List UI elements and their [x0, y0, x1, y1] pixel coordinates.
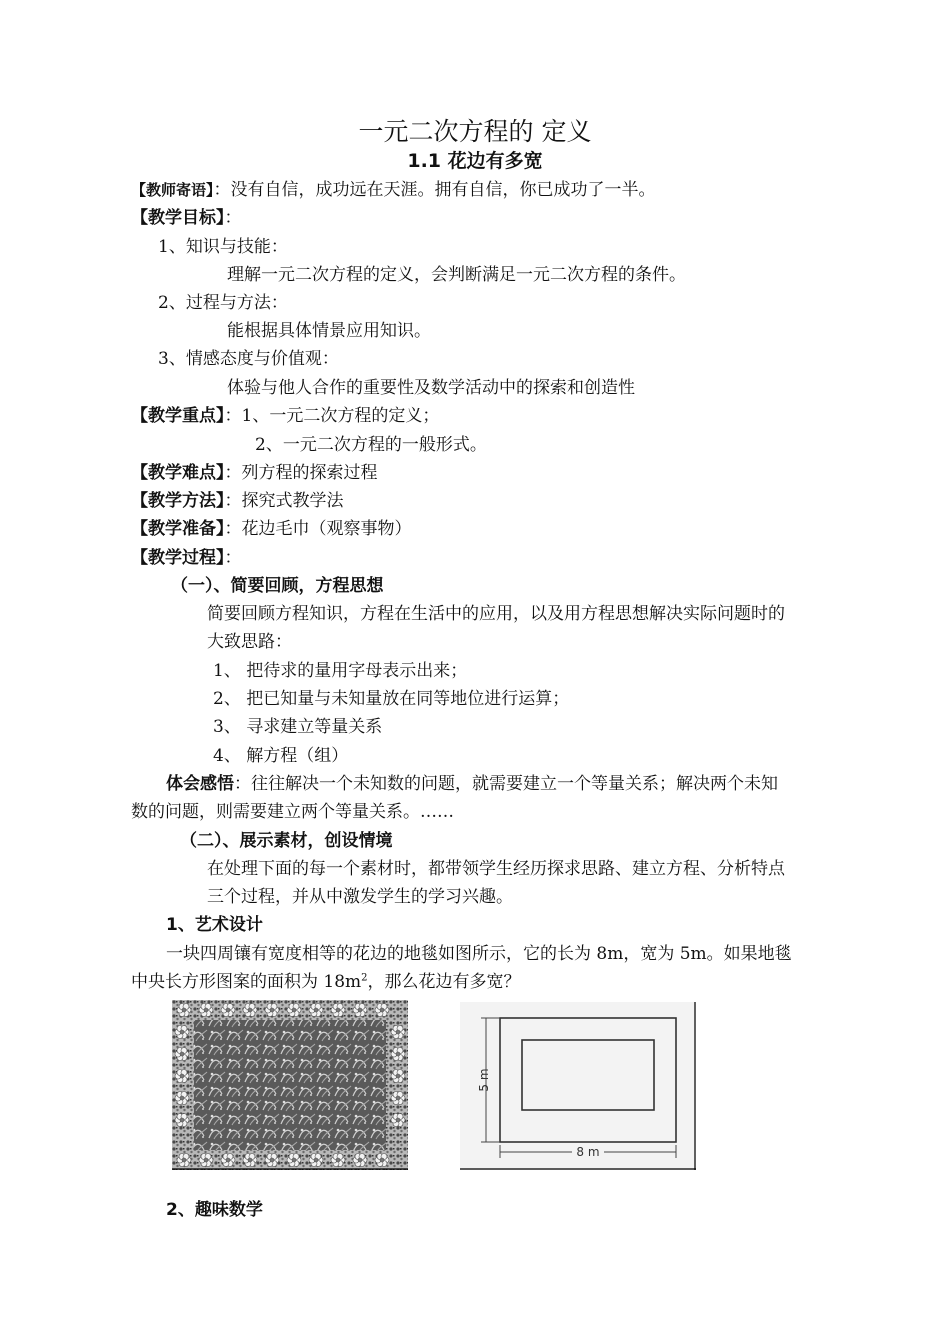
teacher-message: [131, 179, 656, 201]
section1-step-4: 4、 解方程（组）: [213, 746, 349, 766]
goal-1-body: 理解一元二次方程的定义，会判断满足一元二次方程的条件。: [227, 265, 686, 285]
section1-intro-line1: 简要回顾方程知识，方程在生活中的应用，以及用方程思想解决实际问题时的: [207, 604, 785, 624]
goal-3-body: 体验与他人合作的重要性及数学活动中的探索和创造性: [227, 378, 635, 398]
key-points-label: 【教学重点】: [131, 406, 225, 426]
item1-line1: 一块四周镶有宽度相等的花边的地毯如图所示，它的长为 8m，宽为 5m。如果地毯: [166, 944, 792, 964]
carpet-diagram: [460, 1002, 696, 1170]
section1-step-3: 3、 寻求建立等量关系: [213, 717, 383, 737]
teacher-message-label: 【教师寄语】: [131, 181, 214, 199]
insight-line1: [166, 773, 778, 795]
teacher-message-text: 没有自信，成功远在天涯。拥有自信，你已成功了一半。: [230, 180, 656, 200]
difficulty: [131, 462, 378, 484]
section1-step-2: 2、 把已知量与未知量放在同等地位进行运算；: [213, 689, 570, 709]
item1-line2-a: 中央长方形图案的面积为 18m: [131, 972, 362, 992]
process-label: 【教学过程】: [131, 548, 225, 568]
preparation-text: 花边毛巾（观察事物）: [241, 519, 412, 539]
section1-heading: （一）、简要回顾，方程思想: [171, 576, 384, 596]
goals-sep: ：: [224, 208, 242, 228]
teacher-message-sep: ：: [213, 180, 231, 200]
insight-label: 体会感悟: [166, 774, 234, 794]
method-sep: ：: [224, 491, 242, 511]
key-points-line2: 2、一元二次方程的一般形式。: [255, 435, 487, 455]
page-title: 一元二次方程的 定义: [358, 117, 592, 146]
key-points-line1: 1、一元二次方程的定义；: [241, 406, 440, 426]
area-exponent: 2: [361, 972, 368, 984]
page-subtitle: 1.1 花边有多宽: [407, 150, 543, 172]
goals-heading: [131, 207, 242, 229]
difficulty-text: 列方程的探索过程: [241, 463, 378, 483]
difficulty-sep: ：: [224, 463, 242, 483]
section1-intro-line2: 大致思路：: [207, 632, 292, 652]
preparation-sep: ：: [224, 519, 242, 539]
method-text: 探究式教学法: [241, 491, 344, 511]
item1-line2: [131, 971, 521, 993]
goals-label: 【教学目标】: [131, 208, 225, 228]
item1-line2-b: ，那么花边有多宽？: [367, 972, 521, 992]
section1-step-1: 1、 把待求的量用字母表示出来；: [213, 661, 468, 681]
width-label: 5 m: [477, 1068, 491, 1092]
key-points-sep: ：: [224, 406, 242, 426]
key-points: [131, 405, 439, 427]
insight-text: ：往往解决一个未知数的问题，就需要建立一个等量关系；解决两个未知: [234, 774, 778, 794]
goal-2-head: 2、过程与方法：: [158, 293, 288, 313]
goal-3-head: 3、情感态度与价值观：: [158, 349, 339, 369]
carpet-photo: [172, 1000, 408, 1170]
insight-line2: 数的问题，则需要建立两个等量关系。……: [131, 802, 454, 822]
goal-2-body: 能根据具体情景应用知识。: [227, 321, 431, 341]
item1-title: 1、艺术设计: [166, 915, 263, 935]
item2-title: 2、趣味数学: [166, 1200, 263, 1220]
process-sep: ：: [224, 548, 242, 568]
section2-intro-line1: 在处理下面的每一个素材时，都带领学生经历探求思路、建立方程、分析特点: [207, 859, 785, 879]
length-label: 8 m: [576, 1145, 600, 1159]
section2-heading: （二）、展示素材，创设情境: [180, 831, 393, 851]
difficulty-label: 【教学难点】: [131, 463, 225, 483]
section2-intro-line2: 三个过程，并从中激发学生的学习兴趣。: [207, 887, 513, 907]
method: [131, 490, 344, 512]
preparation-label: 【教学准备】: [131, 519, 225, 539]
goal-1-head: 1、知识与技能：: [158, 237, 288, 257]
method-label: 【教学方法】: [131, 491, 225, 511]
process-heading: [131, 547, 242, 569]
preparation: [131, 518, 412, 540]
